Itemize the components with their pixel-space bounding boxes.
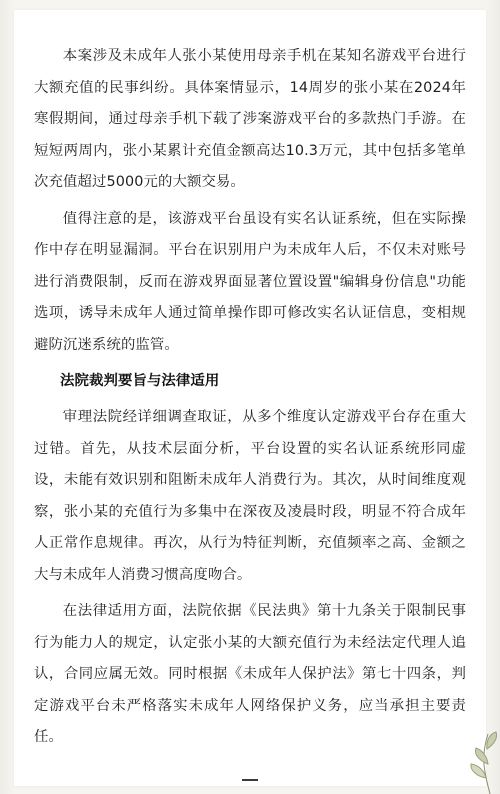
paragraph-legal-application: 在法律适用方面，法院依据《民法典》第十九条关于限制民事行为能力人的规定，认定张小某的大额充值行为未经法定代理人追认，合同应属无效。同时根据《未成年人保护法》第七十四条，判定游戏平台未严格落实未成年人网络保护义务，应当承担主要责任。 xyxy=(34,603,466,745)
page-footer-mark xyxy=(242,779,258,781)
document-body xyxy=(34,41,466,759)
paragraph-platform-loophole: 值得注意的是，该游戏平台虽设有实名认证系统，但在实际操作中存在明显漏洞。平台在识别用户为未成年人后，不仅未对账号进行消费限制，反而在游戏界面显著位置设置"编辑身份信息"功能选项，诱导未成年人通过简单操作即可修改实名认证信息，变相规避防沉迷系统的监管。 xyxy=(34,210,466,353)
section-heading: 法院裁判要旨与法律适用 xyxy=(60,373,220,389)
paragraph-case-overview: 本案涉及未成年人张小某使用母亲手机在某知名游戏平台进行大额充值的民事纠纷。具体案情显示，14周岁的张小某在2024年寒假期间，通过母亲手机下载了涉案游戏平台的多款热门手游。在短短两周内，张小某累计充值金额高达10.3万元，其中包括多笔单次充值超过5000元的大额交易。 xyxy=(34,48,466,190)
leaf-decoration-icon xyxy=(430,704,500,794)
paragraph-court-findings: 审理法院经详细调查取证，从多个维度认定游戏平台存在重大过错。首先，从技术层面分析，平台设置的实名认证系统形同虚设，未能有效识别和阻断未成年人消费行为。其次，从时间维度观察，张小某的充值行为多集中在深夜及凌晨时段，明显不符合成年人正常作息规律。再次，从行为特征判断，充值频率之高、金额之大与未成年人消费习惯高度吻合。 xyxy=(34,409,466,583)
